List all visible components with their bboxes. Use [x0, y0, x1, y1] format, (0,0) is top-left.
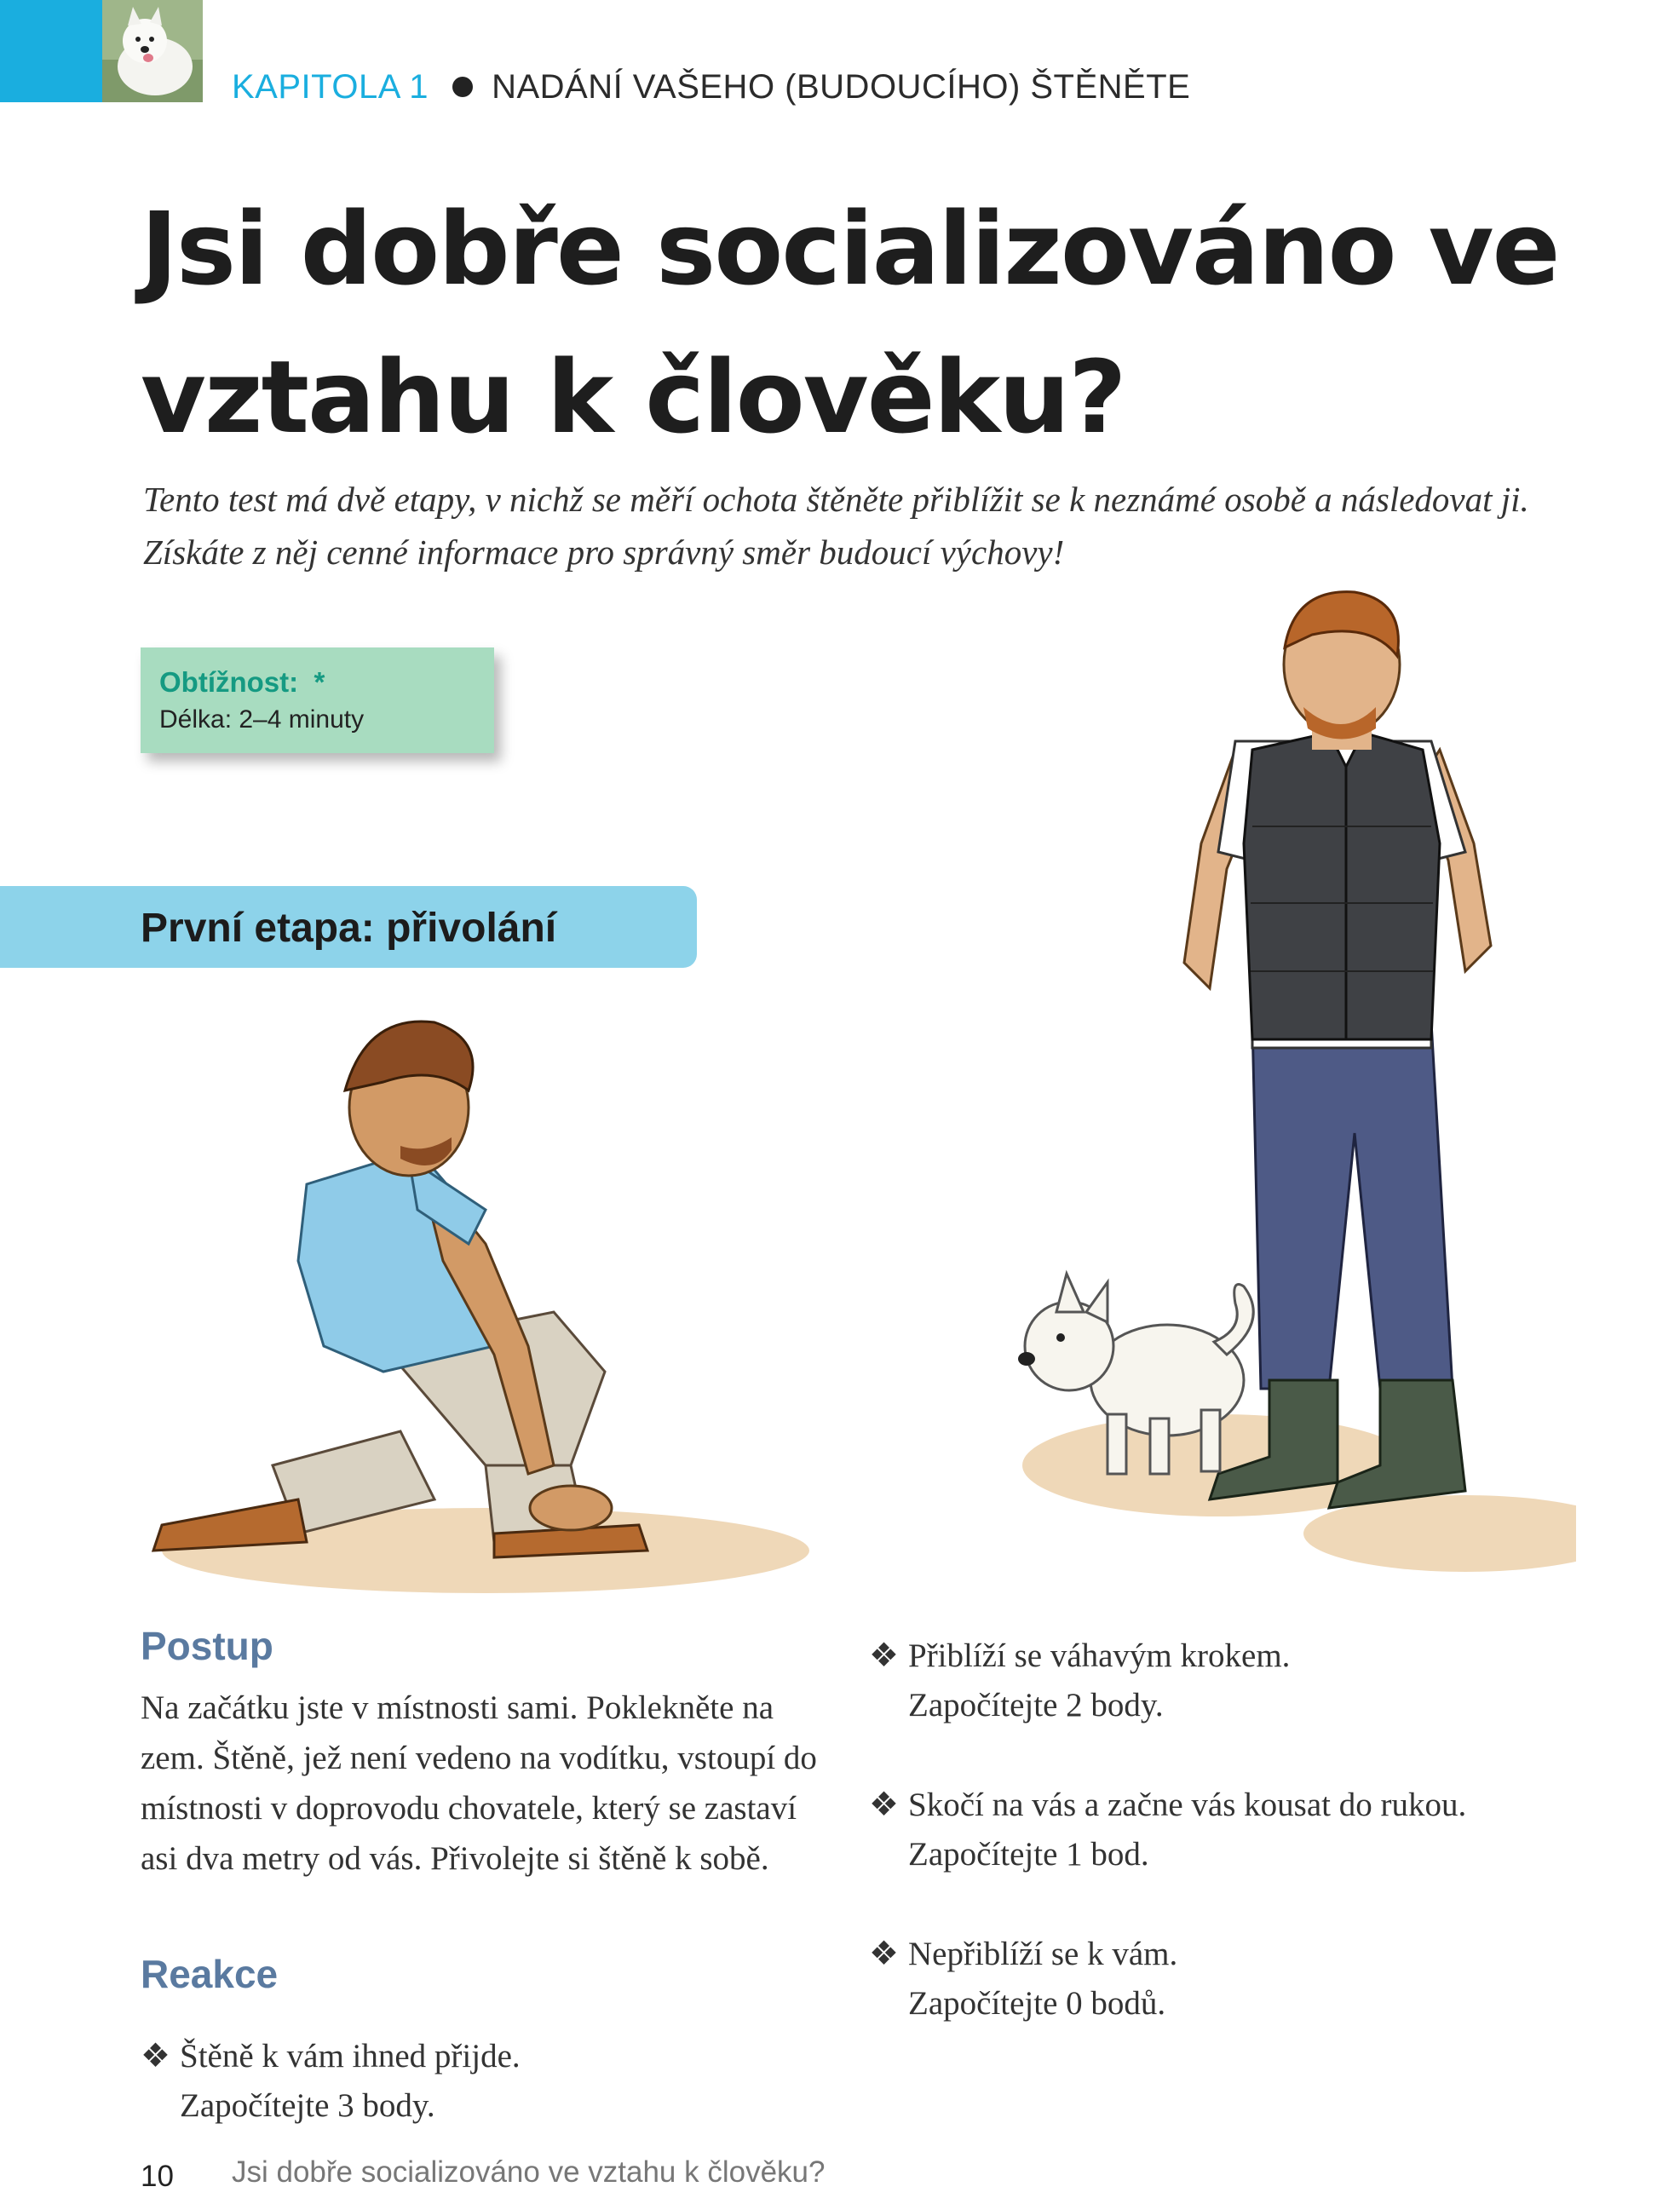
reactions-heading: Reakce	[141, 1952, 279, 1996]
section-label: NADÁNÍ VAŠEHO (BUDOUCÍHO) ŠTĚNĚTE	[492, 68, 1191, 106]
puppy-thumbnail-photo	[102, 0, 203, 102]
bullet-diamond-icon: ❖	[869, 1637, 899, 1674]
difficulty-line	[159, 666, 325, 699]
chapter-header	[232, 68, 1190, 106]
difficulty-value: *	[314, 666, 325, 698]
chapter-color-block	[0, 0, 102, 102]
reaction-item	[869, 1631, 1602, 1730]
reaction-item	[869, 1781, 1602, 1879]
kneeling-man-illustration	[128, 988, 826, 1602]
reaction-item	[869, 1930, 1602, 2028]
bullet-diamond-icon: ❖	[141, 2038, 170, 2075]
bullet-dot-icon	[452, 77, 473, 97]
bullet-diamond-icon: ❖	[869, 1787, 899, 1823]
procedure-heading: Postup	[141, 1624, 273, 1668]
procedure-text: Na začátku jste v místnosti sami. Poklekněte na zem. Štěně, jež není vedeno na vodítku, vstoupí do místnosti v doprovodu chovatele, který se zastaví asi dva metry od vás. Přivolejte si štěně k sobě.	[141, 1689, 817, 1877]
stage-label: První etapa: přivolání	[141, 906, 557, 951]
reaction-text: Skočí na vás a začne vás kousat do rukou.	[908, 1787, 1467, 1823]
length-label: Délka: 2–4 minuty	[159, 705, 365, 734]
standing-man-with-puppy-illustration	[988, 588, 1576, 1602]
reaction-text: Přiblíží se váhavým krokem.	[908, 1637, 1291, 1674]
bullet-diamond-icon: ❖	[869, 1936, 899, 1972]
chapter-label: KAPITOLA 1	[232, 68, 429, 106]
reaction-score: Započítejte 3 body.	[180, 2087, 435, 2124]
reaction-score: Započítejte 1 bod.	[908, 1836, 1149, 1873]
reaction-item	[141, 2032, 873, 2131]
page-number: 10	[141, 2160, 174, 2193]
reaction-score: Započítejte 0 bodů.	[908, 1985, 1166, 2022]
reaction-score: Započítejte 2 body.	[908, 1687, 1164, 1723]
page-title: Jsi dobře socializováno ve vztahu k člověku?	[141, 190, 1559, 456]
reaction-text: Štěně k vám ihned přijde.	[180, 2038, 521, 2075]
difficulty-label: Obtížnost:	[159, 666, 299, 698]
stage-tab	[0, 886, 697, 968]
reaction-text: Nepřiblíží se k vám.	[908, 1936, 1178, 1972]
footer-title: Jsi dobře socializováno ve vztahu k člověku?	[232, 2155, 826, 2189]
info-box	[141, 647, 494, 753]
intro-text: Tento test má dvě etapy, v nichž se měří ochota štěněte přiblížit se k neznámé osobě a následovat ji. Získáte z něj cenné informace pro správný směr budoucí výchovy!	[143, 480, 1529, 572]
